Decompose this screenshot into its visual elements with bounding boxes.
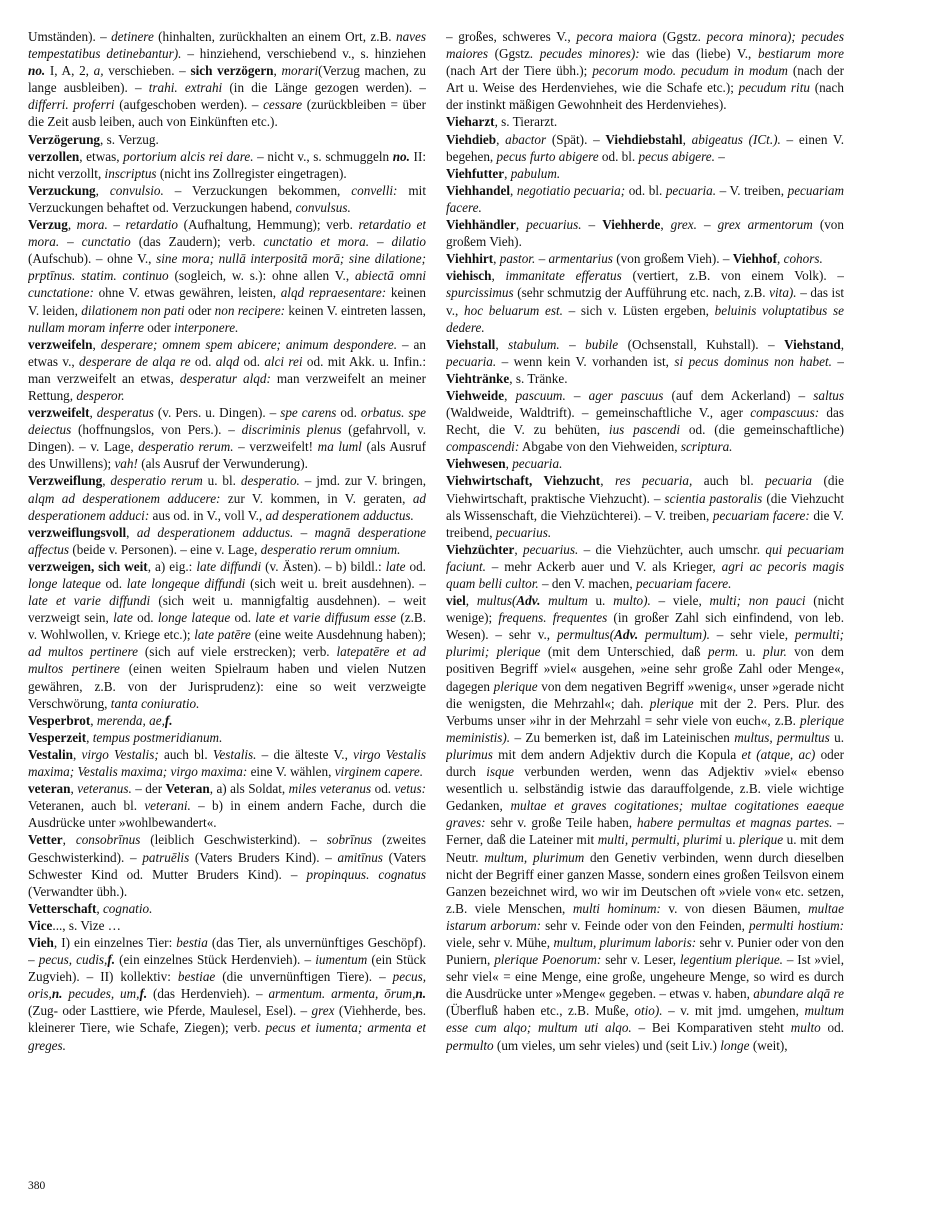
dictionary-entry: Umständen). – detinere (hinhalten, zurückhalten an einem Ort, z.B. naves tempestatibus detinebantur). – hinziehend, verschiebend v., s. hinziehen no. I, A, 2, a, verschieben. – sich verzögern, morari(Verzug machen, zu lange ausbleiben). – trahi. extrahi (in die Länge gezogen werden). – differri. proferri (aufgeschoben werden). – cessare (zurückbleiben = über die Zeit ausb leiben, auch von Einkünften etc.).: [28, 29, 426, 130]
dictionary-entry: verzweifelt, desperatus (v. Pers. u. Dingen). – spe carens od. orbatus. spe deiectus (hoffnungslos, von Pers.). – discriminis plenus (gefahrvoll, v. Dingen). – v. Lage, desperatio rerum. – verzweifelt! ma luml (als Ausruf des Unwillens); vah! (als Ausruf der Verwunderung).: [28, 405, 426, 472]
dictionary-entry: Viehweide, pascuum. – ager pascuus (auf dem Ackerland) – saltus (Waldweide, Waldtrift). – gemeinschaftliche V., ager compascuus: das Recht, die V. zu behüten, ius pascendi od. (die gemeinschaftliche) compascendi: Abgabe von den Viehweiden, scriptura.: [446, 387, 844, 455]
dictionary-entry: verzollen, etwas, portorium alcis rei dare. – nicht v., s. schmuggeln no. II: nicht verzollt, inscriptus (nicht ins Zollregister eingetragen).: [28, 148, 426, 181]
dictionary-entry: Verzug, mora. – retardatio (Aufhaltung, Hemmung); verb. retardatio et mora. – cunctatio (das Zaudern); verb. cunctatio et mora. – dilatio (Aufschub). – ohne V., sine mora; nullā interpositā morā; sine dilatione; prptīnus. statim. continuo (sogleich, w. s.): ohne allen V., abiectā omni cunctatione: ohne V. etwas gewähren, leisten, alqd repraesentare: keinen V. leiden, dilationem non pati oder non recipere: keinen V. eintreten lassen, nullam moram inferre oder interponere.: [28, 217, 426, 335]
dictionary-entry: Viehdieb, abactor (Spät). – Viehdiebstahl, abigeatus (ICt.). – einen V. begehen, pecus furto abigere od. bl. pecus abigere. –: [446, 131, 844, 164]
dictionary-entry: Viehzüchter, pecuarius. – die Viehzüchter, auch umschr. qui pecuariam faciunt. – mehr Ackerb auer und V. als Krieger, agri ac pecoris magis quam belli cultor. – den V. machen, pecuariam facere.: [446, 541, 844, 591]
right-column: [446, 28, 844, 1198]
page-number: 380: [28, 1180, 46, 1192]
left-column: [28, 28, 426, 1178]
dictionary-entry: Vesperbrot, merenda, ae,f.: [28, 712, 173, 728]
dictionary-entry: Vieh, I) ein einzelnes Tier: bestia (das Tier, als unvernünftiges Geschöpf). – pecus, cudis,f. (ein einzelnes Stück Herdenvieh). – iumentum (ein Stück Zugvieh). – II) kollektiv: bestiae (die unvernünftigen Tiere). – pecus, oris,n. pecudes, um,f. (das Herdenvieh). – armentum. armenta, ōrum,n. (Zug- oder Lasttiere, wie Pferde, Maulesel, Esel). – grex (Viehherde, bes. kleinerer Tiere, wie Schafe, Ziegen); verb. pecus et iumenta; armenta et greges.: [28, 934, 426, 1053]
dictionary-entry: Viehfutter, pabulum.: [446, 165, 561, 181]
dictionary-entry: Viehwesen, pecuaria.: [446, 456, 563, 472]
dictionary-entry: Verzweiflung, desperatio rerum u. bl. desperatio. – jmd. zur V. bringen, alqm ad desperationem adducere: zur V. kommen, in V. geraten, ad desperationem adduci: aus od. in V., voll V., ad desperationem adductus.: [28, 473, 426, 523]
dictionary-entry: – großes, schweres V., pecora maiora (Ggstz. pecora minora); pecudes maiores (Ggstz. pecudes minores): wie das (liebe) V., bestiarum more (nach Art der Tiere übh.); pecorum modo. pecudum in modum (nach der Art u. Weise des Herdenviehes, wie die Schafe etc.); pecudum ritu (nach der instinkt mäßigen Gewohnheit des Herdenviehes).: [446, 29, 844, 113]
dictionary-entry: Viehstall, stabulum. – bubile (Ochsenstall, Kuhstall). – Viehstand, pecuaria. – wenn kein V. vorhanden ist, si pecus dominus non habet. – Viehtränke, s. Tränke.: [446, 336, 844, 386]
dictionary-entry: Viehwirtschaft, Viehzucht, res pecuaria, auch bl. pecuaria (die Viehwirtschaft, praktische Viehzucht). – scientia pastoralis (die Viehzucht als Wissenschaft, die Viehzüchterei). – V. treiben, pecuariam facere: die V. treibend, pecuarius.: [446, 473, 844, 540]
dictionary-entry: veteran, veteranus. – der Veteran, a) als Soldat, miles veteranus od. vetus: Veteranen, auch bl. veterani. – b) in einem andern Fache, durch die Ausdrücke unter »wohlbewandert«.: [28, 781, 426, 831]
dictionary-entry: Verzögerung, s. Verzug.: [28, 131, 159, 147]
dictionary-entry: viehisch, immanitate efferatus (vertiert, z.B. von einem Volk). – spurcissimus (sehr schmutzig der Aufführung etc. nach, z.B. vita). – das ist v., hoc beluarum est. – sich v. Lüsten ergeben, beluinis voluptatibus se dedere.: [446, 268, 844, 335]
dictionary-entry: Vieharzt, s. Tierarzt.: [446, 114, 558, 130]
dictionary-entry: verzweigen, sich weit, a) eig.: late diffundi (v. Ästen). – b) bildl.: late od. longe lateque od. late longeque diffundi (sich weit u. breit ausdehnen). – late et varie diffundi (sich weit u. mannigfaltig ausdehnen). – weit verzweigt sein, late od. longe lateque od. late et varie diffusum esse (z.B. v. Wohlwollen, v. Kriege etc.); late patēre (eine weite Ausdehnung haben); ad multos pertinere (sich auf viele erstrecken); verb. latepatēre et ad multos pertinere (einen weiten Spielraum haben und vielen Nutzen gewähren, z.B. von der Jurisprudenz): eine so weit verzweigte Verschwörung, tanta coniuratio.: [28, 558, 426, 711]
dictionary-entry: Viehhandel, negotiatio pecuaria; od. bl. pecuaria. – V. treiben, pecuariam facere.: [446, 182, 844, 215]
dictionary-entry: Vesperzeit, tempus postmeridianum.: [28, 729, 223, 745]
dictionary-entry: Viehhändler, pecuarius. – Viehherde, grex. – grex armentorum (von großem Vieh).: [446, 217, 844, 250]
dictionary-entry: viel, multus(Adv. multum u. multo). – viele, multi; non pauci (nicht wenige); frequens. frequentes (in großer Zahl sich einfindend, von leb. Wesen). – sehr v., permultus(Adv. permultum). – sehr viele, permulti; plurimi; plerique (mit dem Unterschied, daß perm. u. plur. von dem positiven Begriff »viel« ausgehen, »eine sehr große Zahl oder Menge«, dagegen plerique von dem negativen Begriff »wenig«, unser »gerade nicht die wenigsten, die Mehrzahl«; dah. plerique mit der 2. Pers. Plur. des Verbums unser »ihr in der Mehrzahl = sehr viele von euch«, z.B. plerique meministis). – Zu bemerken ist, daß im Lateinischen multus, permultus u. plurimus mit dem andern Adjektiv durch die Kopula et (atque, ac) oder durch isque verbunden werden, wenn das Adjektiv »viel« ebenso wesentlich u. selbständig istwie das darauffolgende, z.B. viele wichtige Gedanken, multae et graves cogitationes; multae cogitationes eaeque graves: sehr v. große Teile haben, habere permultas et magnas partes. – Ferner, daß die Lateiner mit multi, permulti, plurimi u. plerique u. mit dem Neutr. multum, plurimum den Genetiv verbinden, wenn durch dieselben nicht der Begriff einer ganzen Masse, sondern eines großen Teilsvon einem Ganzen bezeichnet wird, wo wir im Deutschen oft »viele von« etc. setzen, z.B. viele Menschen, multi hominum: v. von diesen Bäumen, multae istarum arborum: sehr v. Feinde oder von den Feinden, permulti hostium: viele, sehr v. Mühe, multum, plurimum laboris: sehr v. Punier oder von den Puniern, plerique Poenorum: sehr v. Leser, legentium plerique. – Ist »viel, sehr viel« = eine Menge, eine große, ungeheure Menge, so wird es durch die Ausdrücke unter »Menge« gegeben. – etwas v. haben, abundare alqā re (Überfluß haben etc., z.B. Muße, otio). – v. mit jmd. umgehen, multum esse cum alqo; multum uti alqo. – Bei Komparativen steht multo od. permulto (um vieles, um sehr vieles) und (seit Liv.) longe (weit),: [446, 593, 844, 1053]
dictionary-entry: Viehhirt, pastor. – armentarius (von großem Vieh). – Viehhof, cohors.: [446, 251, 823, 267]
dictionary-entry: Vetter, consobrīnus (leiblich Geschwisterkind). – sobrīnus (zweites Geschwisterkind). – patruēlis (Vaters Bruders Kind). – amitīnus (Vaters Schwester Kind od. Mutter Bruders Kind). – propinquus. cognatus (Verwandter übh.).: [28, 832, 426, 899]
dictionary-entry: verzweifeln, desperare; omnem spem abicere; animum despondere. – an etwas v., desperare de alqa re od. alqd od. alci rei od. mit Akk. u. Infin.: man verzweifelt an etwas, desperatur alqd: man verzweifelt an meiner Rettung, desperor.: [28, 336, 426, 403]
dictionary-entry: Vetterschaft, cognatio.: [28, 900, 153, 916]
dictionary-entry: Vestalin, virgo Vestalis; auch bl. Vestalis. – die älteste V., virgo Vestalis maxima; Vestalis maxima; virgo maxima: eine V. wählen, virginem capere.: [28, 746, 426, 780]
dictionary-entry: Verzuckung, convulsio. – Verzuckungen bekommen, convelli: mit Verzuckungen behaftet od. Verzuckungen habend, convulsus.: [28, 182, 426, 215]
dictionary-entry: verzweiflungsvoll, ad desperationem adductus. – magnā desperatione affectus (beide v. Personen). – eine v. Lage, desperatio rerum omnium.: [28, 524, 426, 557]
dictionary-entry: Vice..., s. Vize …: [28, 917, 121, 933]
